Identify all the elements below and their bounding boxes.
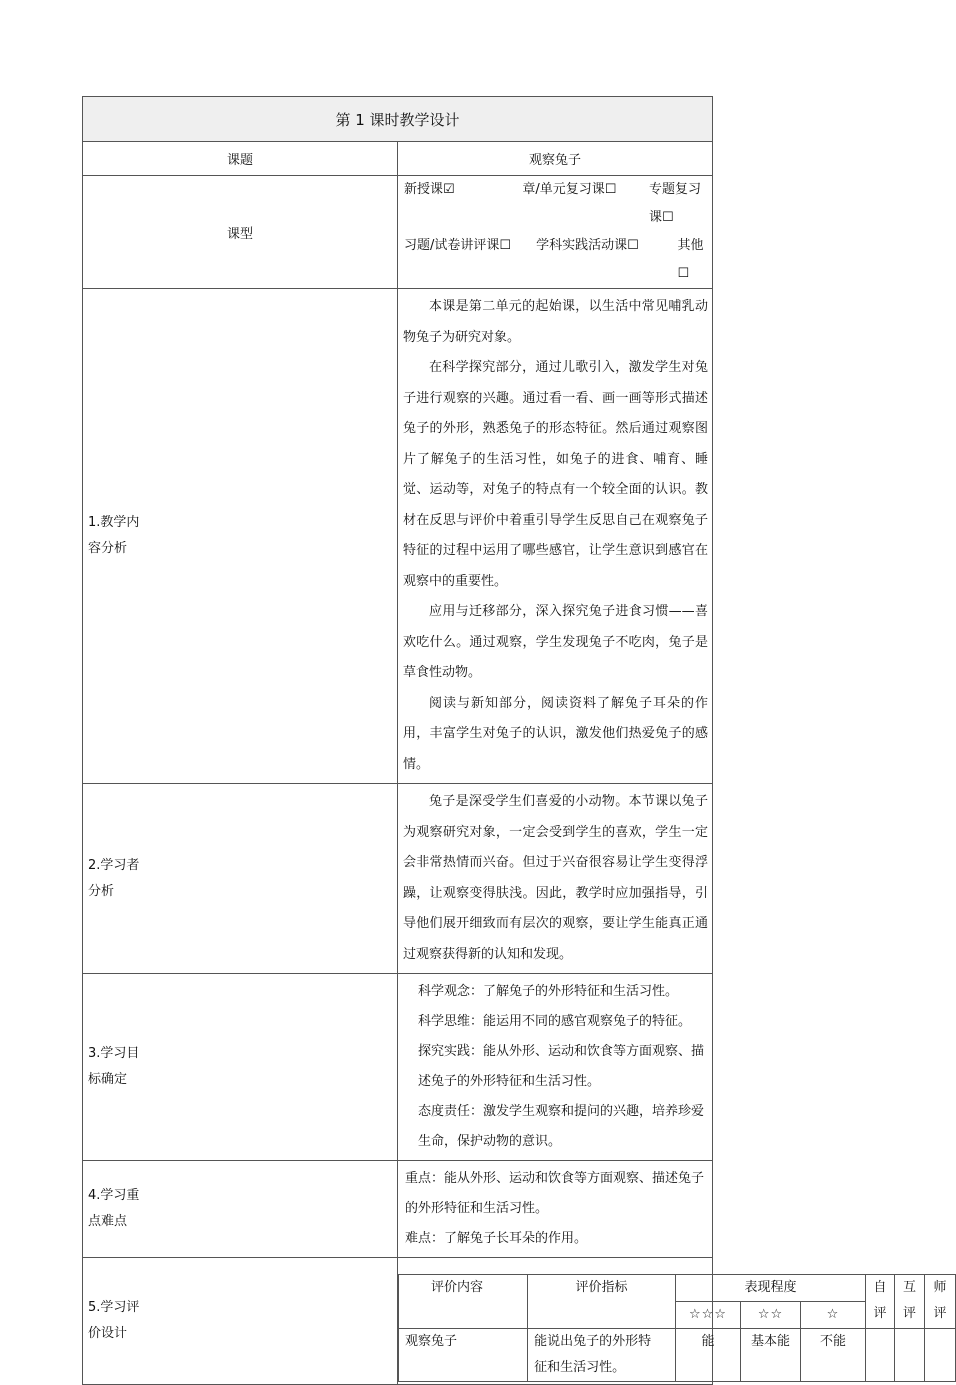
lesson-type-option: 学科实践活动课☐: [536, 238, 639, 253]
evaluation-content: [398, 1258, 947, 1385]
analysis-paragraph: 阅读与新知部分，阅读资料了解兔子耳朵的作用，丰富学生对兔子的认识，激发他们热爱兔子的感情。: [403, 695, 708, 772]
analysis-content: [398, 289, 713, 784]
difficulty-point: 难点：了解兔子长耳朵的作用。: [405, 1231, 588, 1246]
evaluation-header-teacher: [924, 1275, 955, 1329]
evaluation-header-indicator: 评价指标: [528, 1275, 676, 1329]
evaluation-header-char: 自: [873, 1280, 887, 1295]
analysis-label-line: 1.教学内: [88, 515, 140, 530]
goals-content: [398, 974, 713, 1161]
evaluation-level-basic: 基本能: [741, 1329, 801, 1382]
evaluation-header-char: 评: [873, 1306, 887, 1321]
key-points-content: [398, 1161, 713, 1258]
stars-two: ☆☆: [741, 1302, 801, 1329]
goals-label-line: 3.学习目: [88, 1046, 140, 1061]
page-title: 第 1 课时教学设计: [83, 97, 713, 142]
analysis-paragraph: 在科学探究部分，通过儿歌引入，激发学生对兔子进行观察的兴趣。通过看一看、画一画等形式描述兔子的外形，熟悉兔子的形态特征。然后通过观察图片了解兔子的生活习性，如兔子的进食、哺育、睡觉、运动等，对兔子的特点有一个较全面的认识。教材在反思与评价中着重引导学生反思自己在观察兔子特征的过程中运用了哪些感官，让学生意识到感官在观察中的重要性。: [403, 360, 708, 589]
analysis-label-line: 容分析: [88, 541, 128, 556]
learner-label-line: 2.学习者: [88, 857, 140, 873]
evaluation-self-cell: [866, 1329, 895, 1382]
goal-item: 科学观念：了解兔子的外形特征和生活习性。: [418, 984, 679, 999]
evaluation-level-good: 能: [675, 1329, 740, 1382]
evaluation-label-line: 价设计: [88, 1326, 128, 1341]
evaluation-teacher-cell: [924, 1329, 955, 1382]
lesson-type-option: 新授课☑: [404, 182, 455, 197]
evaluation-header-char: 互: [902, 1280, 916, 1295]
analysis-label: [83, 289, 398, 784]
goal-item: 探究实践：能从外形、运动和饮食等方面观察、描述兔子的外形特征和生活习性。: [418, 1044, 705, 1089]
key-points-label-line: 4.学习重: [88, 1188, 140, 1203]
evaluation-indicator-line: 能说出兔子的外形特: [534, 1334, 652, 1349]
evaluation-header-peer: [894, 1275, 924, 1329]
analysis-paragraph: 本课是第二单元的起始课，以生活中常见哺乳动物兔子为研究对象。: [403, 299, 708, 345]
key-points-label-line: 点难点: [88, 1214, 128, 1229]
topic-label: 课题: [83, 142, 398, 176]
key-point: 重点：能从外形、运动和饮食等方面观察、描述兔子的外形特征和生活习性。: [405, 1171, 705, 1216]
evaluation-level-none: 不能: [800, 1329, 865, 1382]
evaluation-label: [83, 1258, 398, 1385]
lesson-type-row: [404, 176, 712, 232]
learner-paragraph: 兔子是深受学生们喜爱的小动物。本节课以兔子为观察研究对象，一定会受到学生的喜欢，学生一定会非常热情而兴奋。但过于兴奋很容易让学生变得浮躁，让观察变得肤浅。因此，教学时应加强指导，引导他们展开细致而有层次的观察，要让学生能真正通过观察获得新的认知和发现。: [403, 794, 708, 962]
lesson-type-option: 专题复习课☐: [648, 182, 701, 225]
goals-label-line: 标确定: [88, 1072, 128, 1087]
stars-one: ☆: [800, 1302, 865, 1329]
learner-content: [398, 784, 713, 974]
lesson-type-row: [404, 232, 712, 288]
evaluation-table: [398, 1274, 956, 1382]
stars-three: ☆☆☆: [675, 1302, 740, 1329]
analysis-paragraph: 应用与迁移部分，深入探究兔子进食习惯——喜欢吃什么。通过观察，学生发现兔子不吃肉，兔子是草食性动物。: [403, 604, 708, 680]
lesson-design-table: [82, 96, 947, 1385]
lesson-type-label: 课型: [83, 176, 398, 289]
evaluation-indicator-line: 征和生活习性。: [534, 1360, 626, 1375]
goals-label: [83, 974, 398, 1161]
evaluation-row-indicator: [528, 1329, 676, 1382]
lesson-type-option: 习题/试卷讲评课☐: [404, 238, 512, 253]
evaluation-peer-cell: [894, 1329, 924, 1382]
lesson-type-options: [398, 176, 713, 289]
evaluation-header-char: 评: [902, 1306, 916, 1321]
evaluation-label-line: 5.学习评: [88, 1300, 140, 1315]
evaluation-header-self: [866, 1275, 895, 1329]
goal-item: 态度责任：激发学生观察和提问的兴趣，培养珍爱生命，保护动物的意识。: [418, 1104, 705, 1149]
topic-value: 观察兔子: [398, 142, 713, 176]
evaluation-header-level: 表现程度: [675, 1275, 865, 1302]
learner-label-line: 分析: [88, 883, 115, 899]
lesson-type-option: 章/单元复习课☐: [522, 182, 617, 197]
evaluation-row-content: 观察兔子: [399, 1329, 528, 1382]
goal-item: 科学思维：能运用不同的感官观察兔子的特征。: [418, 1014, 692, 1029]
learner-label: [83, 784, 398, 974]
evaluation-header-content: 评价内容: [399, 1275, 528, 1329]
key-points-label: [83, 1161, 398, 1258]
lesson-type-option: 其他☐: [677, 238, 704, 281]
evaluation-header-char: 师: [933, 1280, 947, 1295]
evaluation-header-char: 评: [933, 1306, 947, 1321]
